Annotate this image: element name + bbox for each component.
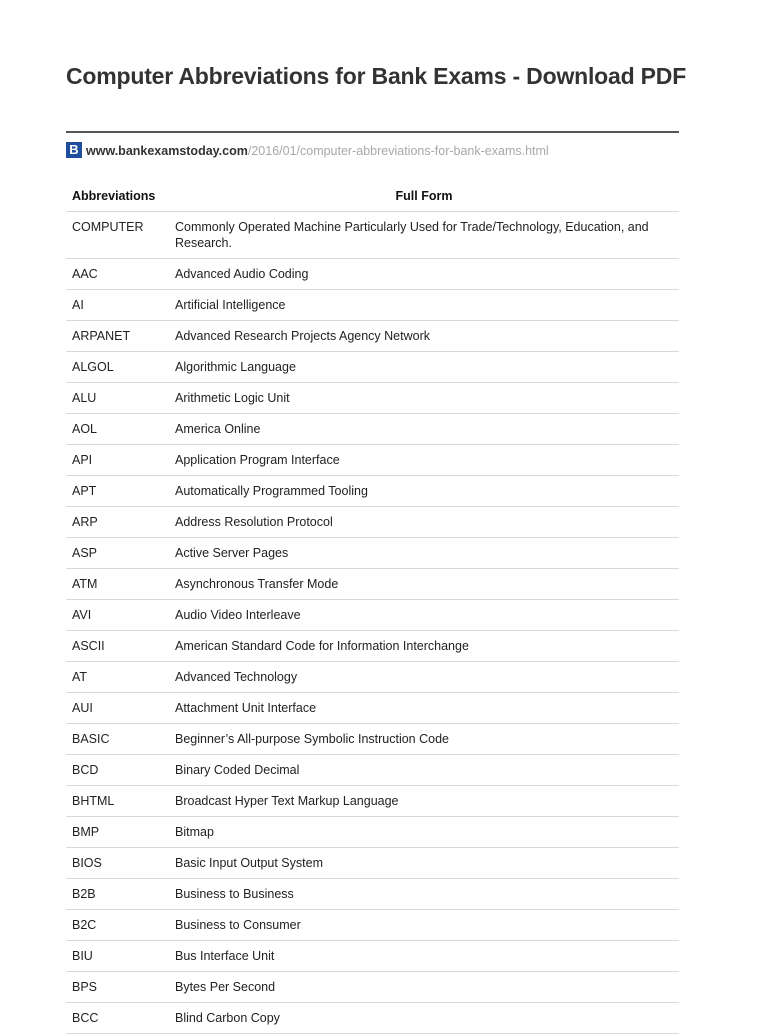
table-row [66, 538, 679, 569]
table-row [66, 910, 679, 941]
abbreviation-cell: AI [66, 290, 169, 321]
table-row [66, 786, 679, 817]
abbreviation-cell: ARPANET [66, 321, 169, 352]
table-row [66, 972, 679, 1003]
abbreviation-cell: BMP [66, 817, 169, 848]
abbreviation-cell: ARP [66, 507, 169, 538]
abbreviation-cell: BIU [66, 941, 169, 972]
abbreviation-cell: BHTML [66, 786, 169, 817]
abbreviation-cell: B2B [66, 879, 169, 910]
abbreviation-cell: COMPUTER [66, 212, 169, 259]
table-row [66, 476, 679, 507]
table-row [66, 290, 679, 321]
abbreviation-cell: ASP [66, 538, 169, 569]
abbreviation-cell: BCC [66, 1003, 169, 1034]
abbreviation-cell: ALGOL [66, 352, 169, 383]
table-row [66, 1003, 679, 1034]
abbreviation-cell: AUI [66, 693, 169, 724]
source-line [66, 141, 549, 161]
table-row [66, 507, 679, 538]
abbreviation-cell: BIOS [66, 848, 169, 879]
abbreviation-cell: BPS [66, 972, 169, 1003]
source-domain-link[interactable]: www.bankexamstoday.com [86, 144, 248, 158]
source-path: /2016/01/computer-abbreviations-for-bank-exams.html [247, 144, 549, 158]
table-row [66, 569, 679, 600]
full-form-cell: Basic Input Output System [169, 848, 679, 879]
full-form-cell: Binary Coded Decimal [169, 755, 679, 786]
full-form-cell: Bitmap [169, 817, 679, 848]
table-header-row [66, 183, 679, 212]
full-form-cell: Asynchronous Transfer Mode [169, 569, 679, 600]
full-form-cell: Active Server Pages [169, 538, 679, 569]
table-row [66, 259, 679, 290]
table-row [66, 693, 679, 724]
full-form-cell: Arithmetic Logic Unit [169, 383, 679, 414]
header-abbreviations: Abbreviations [66, 183, 169, 212]
abbreviation-cell: APT [66, 476, 169, 507]
abbreviations-table [66, 183, 679, 1034]
abbreviation-cell: ATM [66, 569, 169, 600]
title-divider [66, 131, 679, 133]
table-row [66, 817, 679, 848]
full-form-cell: Bytes Per Second [169, 972, 679, 1003]
full-form-cell: Advanced Audio Coding [169, 259, 679, 290]
abbreviation-cell: AOL [66, 414, 169, 445]
abbreviation-cell: ALU [66, 383, 169, 414]
abbreviation-cell: AAC [66, 259, 169, 290]
abbreviation-cell: BASIC [66, 724, 169, 755]
full-form-cell: Attachment Unit Interface [169, 693, 679, 724]
table-row [66, 212, 679, 259]
table-row [66, 414, 679, 445]
table-row [66, 321, 679, 352]
full-form-cell: America Online [169, 414, 679, 445]
full-form-cell: Address Resolution Protocol [169, 507, 679, 538]
full-form-cell: Advanced Technology [169, 662, 679, 693]
table-row [66, 662, 679, 693]
full-form-cell: Advanced Research Projects Agency Network [169, 321, 679, 352]
full-form-cell: Commonly Operated Machine Particularly Used for Trade/Technology, Education, and Research. [169, 212, 679, 259]
site-logo-icon: B [66, 142, 82, 158]
table-row [66, 631, 679, 662]
full-form-cell: Beginner’s All-purpose Symbolic Instruction Code [169, 724, 679, 755]
full-form-cell: Blind Carbon Copy [169, 1003, 679, 1034]
table-row [66, 383, 679, 414]
full-form-cell: Business to Business [169, 879, 679, 910]
abbreviation-cell: API [66, 445, 169, 476]
full-form-cell: Automatically Programmed Tooling [169, 476, 679, 507]
header-full-form: Full Form [169, 183, 679, 212]
full-form-cell: Business to Consumer [169, 910, 679, 941]
table-row [66, 724, 679, 755]
full-form-cell: Audio Video Interleave [169, 600, 679, 631]
abbreviation-cell: AT [66, 662, 169, 693]
table-row [66, 941, 679, 972]
table-row [66, 879, 679, 910]
full-form-cell: Algorithmic Language [169, 352, 679, 383]
full-form-cell: Bus Interface Unit [169, 941, 679, 972]
full-form-cell: Application Program Interface [169, 445, 679, 476]
abbreviation-cell: ASCII [66, 631, 169, 662]
table-row [66, 445, 679, 476]
full-form-cell: American Standard Code for Information Interchange [169, 631, 679, 662]
table-row [66, 848, 679, 879]
full-form-cell: Artificial Intelligence [169, 290, 679, 321]
table-row [66, 755, 679, 786]
abbreviation-cell: BCD [66, 755, 169, 786]
table-row [66, 352, 679, 383]
page-title: Computer Abbreviations for Bank Exams - Download PDF [66, 63, 687, 89]
table-row [66, 600, 679, 631]
abbreviation-cell: AVI [66, 600, 169, 631]
abbreviation-cell: B2C [66, 910, 169, 941]
full-form-cell: Broadcast Hyper Text Markup Language [169, 786, 679, 817]
